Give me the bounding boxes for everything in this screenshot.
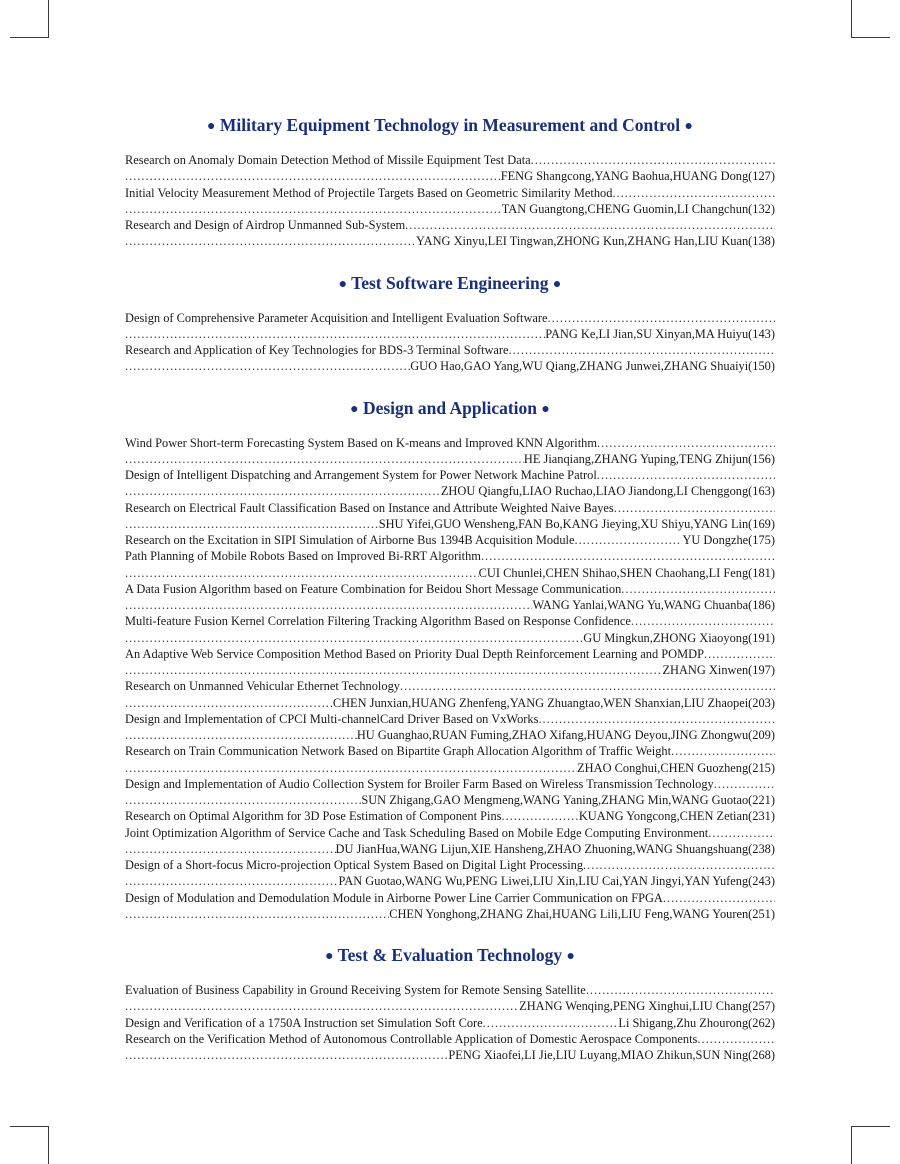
toc-entry[interactable] [125,776,775,809]
toc-entry[interactable] [125,152,775,185]
dot-leader [614,500,775,516]
dot-leader [125,201,502,217]
entry-title: Research and Application of Key Technologies for BDS-3 Terminal Software [125,343,509,357]
dot-leader [583,857,775,873]
dot-leader [597,435,775,451]
entry-authors: ZHANG Xinwen(197) [662,663,775,677]
entry-authors: YANG Xinyu,LEI Tingwan,ZHONG Kun,ZHANG Han,LIU Kuan(138) [416,234,775,249]
entry-title: Wind Power Short-term Forecasting System Based on K-means and Improved KNN Algorithm [125,435,597,450]
dot-leader [502,808,579,824]
entry-title: Design of Intelligent Dispatching and Arrangement System for Power Network Machine Patrol [125,468,597,482]
entry-authors: HU Guanghao,RUAN Fuming,ZHAO Xifang,HUANG Deyou,JING Zhongwu(209) [356,728,775,742]
bullet-icon: ● [541,401,550,417]
entry-authors: FENG Shangcong,YANG Baohua,HUANG Dong(127) [500,169,775,184]
dot-leader [612,185,775,201]
dot-leader [125,233,416,249]
toc-entry[interactable] [125,310,775,343]
toc-entry[interactable] [125,890,775,923]
dot-leader [597,467,775,483]
toc-section [125,112,775,250]
section-heading [125,270,775,296]
crop-mark-br-v [851,1126,852,1164]
entry-authors: HE Jianqiang,ZHANG Yuping,TENG Zhijun(156) [523,451,775,466]
crop-mark-tr-h [851,37,890,38]
toc-entry[interactable] [125,857,775,890]
entry-authors: YU Dongzhe(175) [682,533,775,547]
crop-mark-tr-v [851,0,852,38]
toc-entry[interactable] [125,532,775,548]
bullet-icon: ● [552,276,562,292]
entry-authors: CUI Chunlei,CHEN Shihao,SHEN Chaohang,LI Feng(181) [478,565,775,580]
entry-title: Path Planning of Mobile Robots Based on Improved Bi-RRT Algorithm [125,549,481,564]
section-title: Test Software Engineering [351,272,549,293]
section-heading [125,112,775,138]
entry-authors: ZHOU Qiangfu,LIAO Ruchao,LIAO Jiandong,LI Chenggong(163) [440,484,775,499]
dot-leader [631,613,775,629]
dot-leader [125,326,545,342]
entry-authors: DU JianHua,WANG Lijun,XIE Hansheng,ZHAO Zhuoning,WANG Shuangshuang(238) [335,841,775,856]
section-title: Military Equipment Technology in Measurement and Control [219,115,681,135]
dot-leader [574,532,682,548]
dot-leader [125,760,577,776]
dot-leader [125,1047,448,1063]
entry-title: A Data Fusion Algorithm based on Feature Combination for Beidou Short Message Communication [125,581,622,596]
dot-leader [538,711,775,727]
toc-entry[interactable] [125,342,775,375]
bullet-icon: ● [566,949,575,964]
dot-leader [586,982,775,998]
dot-leader [548,310,775,326]
toc-entry[interactable] [125,711,775,744]
entry-title: Design of Comprehensive Parameter Acquisition and Intelligent Evaluation Software [125,310,548,325]
entry-title: Research and Design of Airdrop Unmanned Sub-System [125,218,406,232]
entry-title: Research on Anomaly Domain Detection Method of Missile Equipment Test Data [125,153,531,167]
entry-title: Joint Optimization Algorithm of Service Cache and Task Scheduling Based on Mobile Edge Computing Environment [125,825,709,840]
entry-authors: GUO Hao,GAO Yang,WU Qiang,ZHANG Junwei,ZHANG Shuaiyi(150) [410,359,775,374]
bullet-icon: ● [684,119,693,134]
dot-leader [125,998,519,1014]
dot-leader [125,358,410,374]
toc-entry[interactable] [125,1031,775,1064]
entry-title: Research on Train Communication Network Based on Bipartite Graph Allocation Algorithm of Traffic Weight [125,744,672,759]
toc-section [125,395,775,923]
dot-leader [621,581,775,597]
dot-leader [125,727,357,743]
entry-title: Research on the Excitation in SIPI Simulation of Airborne Bus 1394B Acquisition Module [125,533,575,547]
dot-leader [704,646,775,662]
entry-authors: SUN Zhigang,GAO Mengmeng,WANG Yaning,ZHANG Min,WANG Guotao(221) [361,793,775,807]
toc-entry[interactable] [125,825,775,858]
dot-leader [125,168,501,184]
entry-title: Design and Verification of a 1750A Instruction set Simulation Soft Core [125,1015,483,1030]
toc-entry[interactable] [125,185,775,218]
dot-leader [125,483,441,499]
entry-title: Design and Implementation of CPCI Multi-channelCard Driver Based on VxWorks [125,711,539,726]
entry-authors: ZHANG Wenqing,PENG Xinghui,LIU Chang(257) [519,999,775,1014]
toc-entry[interactable] [125,646,775,679]
section-heading [125,942,775,968]
entry-authors: GU Mingkun,ZHONG Xiaoyong(191) [583,630,775,645]
toc-section [125,942,775,1063]
table-of-contents [125,112,775,1083]
toc-entry[interactable] [125,500,775,533]
entry-authors: PENG Xiaofei,LI Jie,LIU Luyang,MIAO Zhikun,SUN Ning(268) [448,1048,775,1062]
entry-title: An Adaptive Web Service Composition Method Based on Priority Dual Depth Reinforcement Learning and POMDP [125,646,704,661]
crop-mark-bl-v [48,1126,49,1164]
toc-entry[interactable] [125,581,775,614]
entry-title: Design and Implementation of Audio Collection System for Broiler Farm Based on Wireless Transmission Technology [125,776,714,791]
entry-authors: TAN Guangtong,CHENG Guomin,LI Changchun(132) [501,201,775,216]
entry-title: Research on Electrical Fault Classification Based on Instance and Attribute Weighted Naive Bayes [125,500,614,515]
dot-leader [125,597,532,613]
bullet-icon: ● [325,949,334,964]
entry-title: Multi-feature Fusion Kernel Correlation Filtering Tracking Algorithm Based on Response Confidence [125,614,631,629]
bullet-icon: ● [207,119,216,134]
entry-authors: WANG Yanlai,WANG Yu,WANG Chuanba(186) [532,598,775,612]
dot-leader [125,695,333,711]
crop-mark-br-h [851,1126,890,1127]
toc-entry[interactable] [125,743,775,776]
bullet-icon: ● [350,401,359,417]
dot-leader [531,152,775,168]
crop-mark-tl-h [10,37,49,38]
toc-entry[interactable] [125,982,775,1015]
toc-section [125,270,775,375]
toc-entry[interactable] [125,435,775,468]
crop-mark-tl-v [48,0,49,38]
dot-leader [125,516,379,532]
dot-leader [509,342,775,358]
dot-leader [125,792,361,808]
section-title: Test & Evaluation Technology [337,945,563,965]
dot-leader [671,743,775,759]
toc-entry[interactable] [125,678,775,711]
entry-authors: CHEN Junxian,HUANG Zhenfeng,YANG Zhuangtao,WEN Shanxian,LIU Zhaopei(203) [332,695,775,710]
crop-mark-bl-h [10,1126,49,1127]
entry-authors: PANG Ke,LI Jian,SU Xinyan,MA Huiyu(143) [545,326,775,341]
dot-leader [481,548,775,564]
dot-leader [714,776,775,792]
dot-leader [483,1015,619,1031]
entry-title: Design of Modulation and Demodulation Module in Airborne Power Line Carrier Communication on FPGA [125,890,663,905]
entry-title: Initial Velocity Measurement Method of Projectile Targets Based on Geometric Similarity Method [125,185,613,200]
dot-leader [125,906,389,922]
entry-title: Evaluation of Business Capability in Ground Receiving System for Remote Sensing Satellite [125,983,586,997]
dot-leader [400,678,775,694]
entry-authors: PAN Guotao,WANG Wu,PENG Liwei,LIU Xin,LIU Cai,YAN Jingyi,YAN Yufeng(243) [338,874,775,889]
entry-authors: SHU Yifei,GUO Wensheng,FAN Bo,KANG Jieying,XU Shiyu,YANG Lin(169) [378,516,775,531]
entry-authors: KUANG Yongcong,CHEN Zetian(231) [578,809,775,824]
entry-title: Research on the Verification Method of Autonomous Controllable Application of Domestic Aerospace Components [125,1031,698,1046]
toc-entry[interactable] [125,467,775,500]
entry-authors: Li Shigang,Zhu Zhourong(262) [618,1015,775,1030]
dot-leader [708,825,775,841]
toc-entry[interactable] [125,613,775,646]
section-heading [125,395,775,421]
entry-title: Research on Optimal Algorithm for 3D Pose Estimation of Component Pins [125,809,502,824]
entry-authors: CHEN Yonghong,ZHANG Zhai,HUANG Lili,LIU Feng,WANG Youren(251) [389,906,775,921]
toc-entry[interactable] [125,548,775,581]
entry-authors: ZHAO Conghui,CHEN Guozheng(215) [577,760,775,775]
toc-entry[interactable] [125,1015,775,1031]
dot-leader [125,630,583,646]
toc-entry[interactable] [125,217,775,250]
dot-leader [125,451,524,467]
toc-entry[interactable] [125,808,775,824]
dot-leader [663,890,775,906]
entry-title: Design of a Short-focus Micro-projection Optical System Based on Digital Light Processing [125,858,584,872]
dot-leader [125,565,479,581]
bullet-icon: ● [338,276,348,292]
dot-leader [405,217,775,233]
dot-leader [125,873,339,889]
dot-leader [125,662,662,678]
dot-leader [697,1031,775,1047]
dot-leader [125,841,336,857]
section-title: Design and Application [362,397,538,418]
entry-title: Research on Unmanned Vehicular Ethernet Technology [125,679,400,694]
